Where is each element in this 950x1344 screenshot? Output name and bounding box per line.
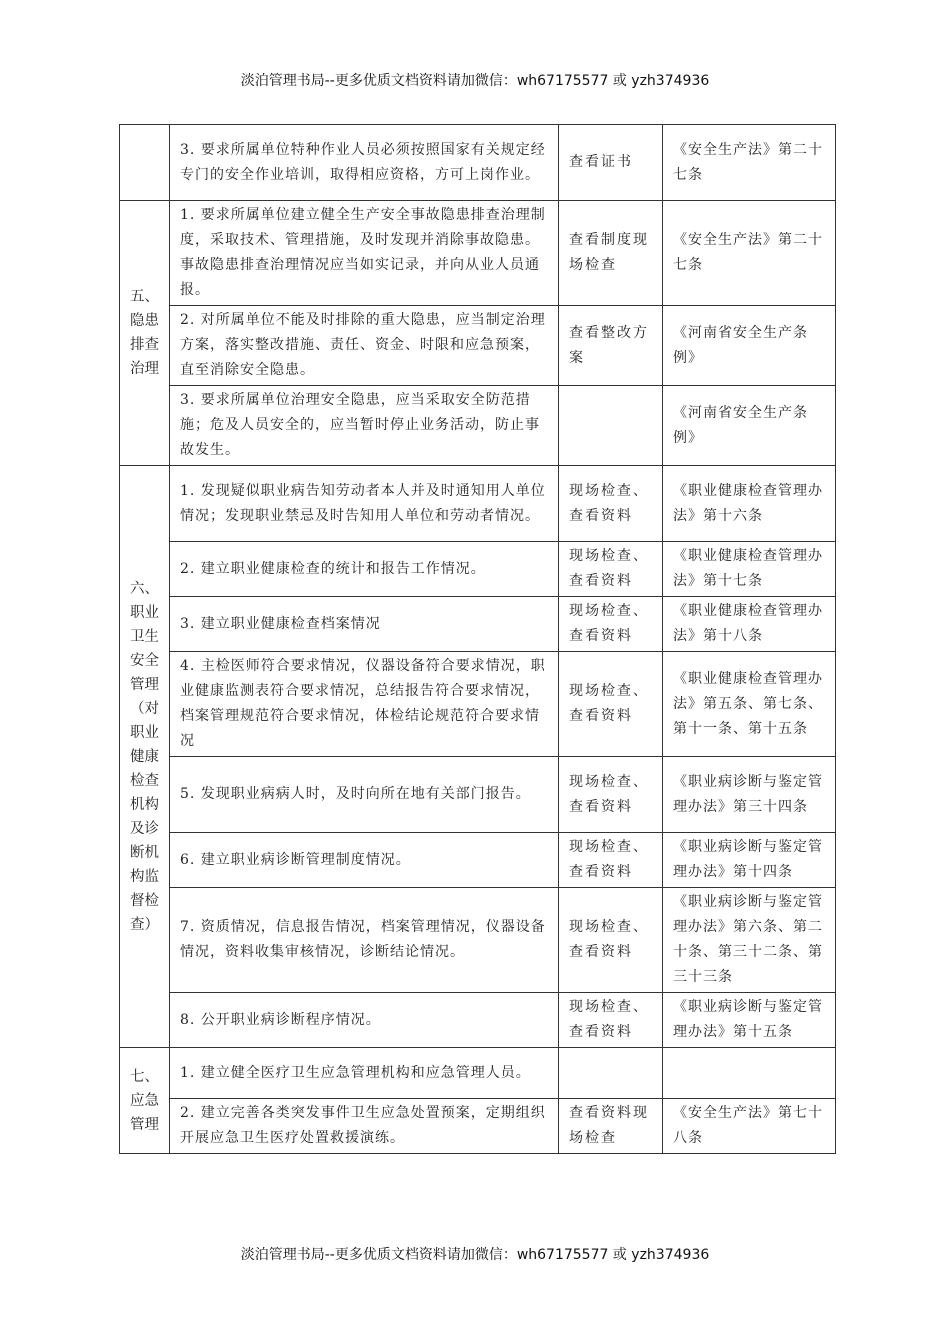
page-header: 淡泊管理书局--更多优质文档资料请加微信：wh67175577 或 yzh374936 <box>240 73 710 89</box>
section-title-cell <box>120 201 170 466</box>
requirement-cell: 2. 对所属单位不能及时排除的重大隐患，应当制定治理方案，落实整改措施、责任、资金、时限和应急预案，直至消除安全隐患。 <box>170 306 559 386</box>
table-row <box>120 993 836 1048</box>
requirement-cell: 1. 建立健全医疗卫生应急管理机构和应急管理人员。 <box>170 1048 559 1099</box>
method-cell <box>559 1048 663 1099</box>
basis-cell: 《职业病诊断与鉴定管理办法》第十四条 <box>663 833 836 888</box>
requirement-cell: 1. 发现疑似职业病告知劳动者本人并及时通知用人单位情况；发现职业禁忌及时告知用人单位和劳动者情况。 <box>170 466 559 542</box>
section-title: 五、隐患排查治理 <box>130 289 159 377</box>
table-row <box>120 542 836 597</box>
section-title: 六、职业卫生安全管理（对职业健康检查机构及诊断机构监督检查） <box>130 580 159 933</box>
table-row <box>120 833 836 888</box>
method-cell: 现场检查、查看资料 <box>559 652 663 757</box>
basis-cell: 《职业健康检查管理办法》第十七条 <box>663 542 836 597</box>
page-footer: 淡泊管理书局--更多优质文档资料请加微信：wh67175577 或 yzh374936 <box>240 1247 710 1263</box>
method-cell: 现场检查、查看资料 <box>559 833 663 888</box>
basis-cell: 《河南省安全生产条例》 <box>663 306 836 386</box>
requirement-cell: 2. 建立完善各类突发事件卫生应急处置预案，定期组织开展应急卫生医疗处置救援演练。 <box>170 1099 559 1154</box>
basis-cell <box>663 1048 836 1099</box>
method-cell: 查看整改方案 <box>559 306 663 386</box>
basis-cell: 《职业病诊断与鉴定管理办法》第六条、第二十条、第三十二条、第三十三条 <box>663 888 836 993</box>
requirement-cell: 6. 建立职业病诊断管理制度情况。 <box>170 833 559 888</box>
table-row <box>120 201 836 306</box>
basis-cell: 《安全生产法》第二十七条 <box>663 201 836 306</box>
requirement-cell: 2. 建立职业健康检查的统计和报告工作情况。 <box>170 542 559 597</box>
method-cell: 现场检查、查看资料 <box>559 466 663 542</box>
method-cell: 现场检查、查看资料 <box>559 542 663 597</box>
basis-cell: 《安全生产法》第二十七条 <box>663 125 836 201</box>
table-row <box>120 466 836 542</box>
table-row <box>120 1099 836 1154</box>
method-cell: 现场检查、查看资料 <box>559 888 663 993</box>
table-row <box>120 757 836 833</box>
method-cell <box>559 386 663 466</box>
requirement-cell: 5. 发现职业病病人时，及时向所在地有关部门报告。 <box>170 757 559 833</box>
table-row <box>120 888 836 993</box>
inspection-table <box>119 124 836 1154</box>
basis-cell: 《河南省安全生产条例》 <box>663 386 836 466</box>
requirement-cell: 3. 要求所属单位特种作业人员必须按照国家有关规定经专门的安全作业培训，取得相应资格，方可上岗作业。 <box>170 125 559 201</box>
table-row <box>120 597 836 652</box>
table-row <box>120 652 836 757</box>
requirement-cell: 3. 要求所属单位治理安全隐患，应当采取安全防范措施；危及人员安全的，应当暂时停止业务活动，防止事故发生。 <box>170 386 559 466</box>
method-cell: 查看资料现场检查 <box>559 1099 663 1154</box>
basis-cell: 《职业病诊断与鉴定管理办法》第三十四条 <box>663 757 836 833</box>
section-title: 七、应急管理 <box>130 1068 159 1133</box>
basis-cell: 《职业病诊断与鉴定管理办法》第十五条 <box>663 993 836 1048</box>
section-title-cell <box>120 466 170 1048</box>
table-row <box>120 306 836 386</box>
requirement-cell: 7. 资质情况，信息报告情况，档案管理情况，仪器设备情况，资料收集审核情况，诊断结论情况。 <box>170 888 559 993</box>
basis-cell: 《职业健康检查管理办法》第五条、第七条、第十一条、第十五条 <box>663 652 836 757</box>
method-cell: 现场检查、查看资料 <box>559 597 663 652</box>
method-cell: 查看证书 <box>559 125 663 201</box>
requirement-cell: 3. 建立职业健康检查档案情况 <box>170 597 559 652</box>
requirement-cell: 8. 公开职业病诊断程序情况。 <box>170 993 559 1048</box>
method-cell: 现场检查、查看资料 <box>559 993 663 1048</box>
basis-cell: 《职业健康检查管理办法》第十八条 <box>663 597 836 652</box>
section-title-cell <box>120 1048 170 1154</box>
basis-cell: 《职业健康检查管理办法》第十六条 <box>663 466 836 542</box>
basis-cell: 《安全生产法》第七十八条 <box>663 1099 836 1154</box>
method-cell: 查看制度现场检查 <box>559 201 663 306</box>
table-row <box>120 386 836 466</box>
table-row <box>120 125 836 201</box>
method-cell: 现场检查、查看资料 <box>559 757 663 833</box>
table-row <box>120 1048 836 1099</box>
requirement-cell: 1. 要求所属单位建立健全生产安全事故隐患排查治理制度，采取技术、管理措施，及时发现并消除事故隐患。事故隐患排查治理情况应当如实记录，并向从业人员通报。 <box>170 201 559 306</box>
requirement-cell: 4. 主检医师符合要求情况，仪器设备符合要求情况，职业健康监测表符合要求情况，总结报告符合要求情况，档案管理规范符合要求情况，体检结论规范符合要求情况 <box>170 652 559 757</box>
section-title-cell <box>120 125 170 201</box>
